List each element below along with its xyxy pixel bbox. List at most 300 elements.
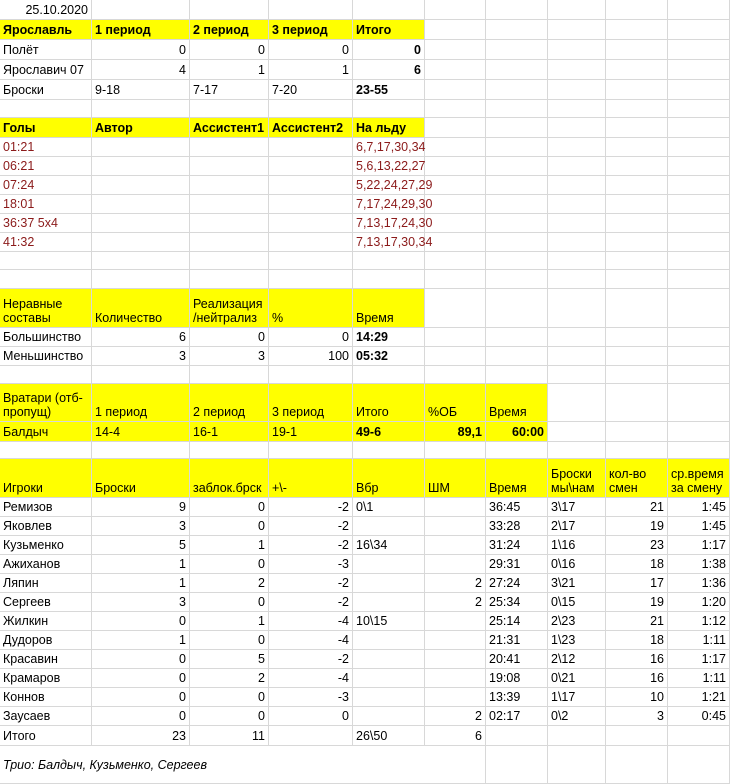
empty-cell (668, 157, 730, 176)
empty-cell (0, 252, 92, 270)
total-value (548, 726, 606, 746)
player-stat: 2\23 (548, 612, 606, 631)
player-stat: -2 (269, 593, 353, 612)
player-name: Кузьменко (0, 536, 92, 555)
empty-cell (425, 328, 486, 347)
empty-cell (0, 442, 92, 459)
player-stat: 1 (190, 536, 269, 555)
empty-cell (486, 233, 548, 252)
score-value: 1 (269, 60, 353, 80)
player-stat: 21:31 (486, 631, 548, 650)
player-stat: 31:24 (486, 536, 548, 555)
total-value (668, 726, 730, 746)
empty-cell (425, 442, 486, 459)
special-value: Меньшинство (0, 347, 92, 366)
empty-cell (0, 100, 92, 118)
player-stat: 5 (92, 536, 190, 555)
goalie-value: 89,1 (425, 422, 486, 442)
score-header: Итого (353, 20, 425, 40)
empty-cell (353, 0, 425, 20)
empty-cell (548, 746, 606, 784)
player-stat: 20:41 (486, 650, 548, 669)
player-stat: 3 (606, 707, 668, 726)
goals-header: Ассистент1 (190, 118, 269, 138)
player-stat: 0 (92, 707, 190, 726)
score-value: 7-17 (190, 80, 269, 100)
score-header: 2 период (190, 20, 269, 40)
player-header: кол-во смен (606, 459, 668, 498)
empty-cell (190, 366, 269, 384)
empty-cell (425, 80, 486, 100)
player-stat: -4 (269, 669, 353, 688)
special-value: 3 (92, 347, 190, 366)
empty-cell (548, 157, 606, 176)
player-stat (353, 707, 425, 726)
player-stat: 0\21 (548, 669, 606, 688)
total-value (269, 726, 353, 746)
goal-time: 36:37 5х4 (0, 214, 92, 233)
empty-cell (548, 233, 606, 252)
empty-cell (548, 0, 606, 20)
empty-cell (606, 214, 668, 233)
goal-time: 18:01 (0, 195, 92, 214)
player-stat (353, 688, 425, 707)
empty-cell (486, 138, 548, 157)
empty-cell (606, 384, 668, 422)
player-name: Красавин (0, 650, 92, 669)
player-name: Ляпин (0, 574, 92, 593)
empty-cell (606, 270, 668, 289)
empty-cell (606, 442, 668, 459)
empty-cell (486, 60, 548, 80)
empty-cell (486, 100, 548, 118)
empty-cell (486, 176, 548, 195)
empty-cell (425, 233, 486, 252)
empty-cell (606, 20, 668, 40)
special-value: 05:32 (353, 347, 425, 366)
player-stat: 1:11 (668, 631, 730, 650)
empty-cell (0, 270, 92, 289)
player-stat: 0 (190, 593, 269, 612)
empty-cell (486, 347, 548, 366)
empty-cell (425, 100, 486, 118)
empty-cell (606, 195, 668, 214)
score-value: 6 (353, 60, 425, 80)
score-header: Ярославль (0, 20, 92, 40)
score-value: 1 (190, 60, 269, 80)
empty-cell (668, 270, 730, 289)
empty-cell (269, 252, 353, 270)
player-stat: 1 (92, 555, 190, 574)
score-header: 3 период (269, 20, 353, 40)
empty-cell (92, 214, 190, 233)
player-stat: 27:24 (486, 574, 548, 593)
player-stat: 0 (190, 688, 269, 707)
empty-cell (606, 100, 668, 118)
empty-cell (269, 366, 353, 384)
player-stat: 13:39 (486, 688, 548, 707)
empty-cell (269, 157, 353, 176)
player-stat: 1:11 (668, 669, 730, 688)
empty-cell (548, 118, 606, 138)
player-stat: 16\34 (353, 536, 425, 555)
player-stat: 18 (606, 555, 668, 574)
empty-cell (548, 422, 606, 442)
empty-cell (668, 176, 730, 195)
empty-cell (548, 138, 606, 157)
player-stat: -2 (269, 498, 353, 517)
empty-cell (425, 60, 486, 80)
empty-cell (190, 100, 269, 118)
goal-time: 06:21 (0, 157, 92, 176)
player-stat: 1 (92, 631, 190, 650)
player-stat: 2\12 (548, 650, 606, 669)
empty-cell (668, 384, 730, 422)
goalie-value: 49-6 (353, 422, 425, 442)
score-value: 0 (269, 40, 353, 60)
empty-cell (486, 328, 548, 347)
player-stat (425, 536, 486, 555)
player-stat (353, 650, 425, 669)
empty-cell (668, 422, 730, 442)
goalie-header: %ОБ (425, 384, 486, 422)
special-header: Реализация /нейтрализ (190, 289, 269, 328)
player-stat: 0 (190, 707, 269, 726)
empty-cell (92, 252, 190, 270)
player-name: Коннов (0, 688, 92, 707)
empty-cell (668, 195, 730, 214)
score-value: 9-18 (92, 80, 190, 100)
player-stat: -2 (269, 517, 353, 536)
empty-cell (92, 195, 190, 214)
goal-on-ice: 5,22,24,27,29 (353, 176, 425, 195)
player-stat (353, 517, 425, 536)
empty-cell (425, 347, 486, 366)
goal-time: 41:32 (0, 233, 92, 252)
goal-on-ice: 7,13,17,30,34 (353, 233, 425, 252)
empty-cell (548, 384, 606, 422)
player-stat: 0\15 (548, 593, 606, 612)
date-cell: 25.10.2020 (0, 0, 92, 20)
special-value: 0 (269, 328, 353, 347)
empty-cell (425, 289, 486, 328)
player-stat: 33:28 (486, 517, 548, 536)
empty-cell (548, 366, 606, 384)
empty-cell (606, 347, 668, 366)
empty-cell (269, 442, 353, 459)
empty-cell (606, 157, 668, 176)
special-header: Время (353, 289, 425, 328)
player-stat (353, 669, 425, 688)
empty-cell (486, 40, 548, 60)
empty-cell (548, 60, 606, 80)
empty-cell (548, 195, 606, 214)
empty-cell (606, 366, 668, 384)
empty-cell (190, 0, 269, 20)
special-header: % (269, 289, 353, 328)
player-stat: -2 (269, 574, 353, 593)
empty-cell (92, 233, 190, 252)
empty-cell (425, 195, 486, 214)
empty-cell (269, 176, 353, 195)
player-stat: 25:14 (486, 612, 548, 631)
player-stat: 0 (190, 631, 269, 650)
player-header: заблок.брск (190, 459, 269, 498)
empty-cell (548, 176, 606, 195)
empty-cell (190, 138, 269, 157)
player-stat: 2 (190, 669, 269, 688)
goalie-header: 1 период (92, 384, 190, 422)
player-stat: 02:17 (486, 707, 548, 726)
player-header: Броски мы\нам (548, 459, 606, 498)
score-value: 0 (92, 40, 190, 60)
player-name: Крамаров (0, 669, 92, 688)
empty-cell (425, 157, 486, 176)
empty-cell (353, 366, 425, 384)
player-name: Заусаев (0, 707, 92, 726)
player-stat: 21 (606, 612, 668, 631)
player-stat (425, 688, 486, 707)
goalie-header: 3 период (269, 384, 353, 422)
empty-cell (190, 442, 269, 459)
total-label: Итого (0, 726, 92, 746)
total-value (606, 726, 668, 746)
trio-note: Трио: Балдыч, Кузьменко, Сергеев (0, 746, 425, 784)
goal-on-ice: 7,13,17,24,30 (353, 214, 425, 233)
player-stat: 19 (606, 593, 668, 612)
player-stat: 5 (190, 650, 269, 669)
empty-cell (269, 233, 353, 252)
player-stat: 1:45 (668, 498, 730, 517)
player-stat: 19:08 (486, 669, 548, 688)
empty-cell (425, 746, 486, 784)
empty-cell (92, 176, 190, 195)
player-name: Жилкин (0, 612, 92, 631)
empty-cell (606, 118, 668, 138)
empty-cell (190, 270, 269, 289)
player-header: ШМ (425, 459, 486, 498)
player-stat: -3 (269, 688, 353, 707)
empty-cell (486, 118, 548, 138)
goalie-value: 60:00 (486, 422, 548, 442)
player-header: Вбр (353, 459, 425, 498)
special-header: Количество (92, 289, 190, 328)
player-stat: 1:38 (668, 555, 730, 574)
empty-cell (668, 746, 730, 784)
empty-cell (486, 20, 548, 40)
empty-cell (606, 422, 668, 442)
empty-cell (486, 0, 548, 20)
player-stat: 0 (92, 612, 190, 631)
player-stat: 1:20 (668, 593, 730, 612)
empty-cell (425, 176, 486, 195)
player-stat: 1:36 (668, 574, 730, 593)
player-header: Игроки (0, 459, 92, 498)
empty-cell (548, 270, 606, 289)
player-stat: 3 (92, 593, 190, 612)
empty-cell (353, 100, 425, 118)
empty-cell (0, 366, 92, 384)
special-value: 0 (190, 328, 269, 347)
player-stat: 1 (92, 574, 190, 593)
empty-cell (668, 60, 730, 80)
player-stat: 1:21 (668, 688, 730, 707)
player-stat: 23 (606, 536, 668, 555)
empty-cell (486, 252, 548, 270)
empty-cell (548, 80, 606, 100)
empty-cell (668, 40, 730, 60)
empty-cell (606, 328, 668, 347)
empty-cell (668, 328, 730, 347)
player-stat: 16 (606, 669, 668, 688)
player-stat (425, 631, 486, 650)
empty-cell (486, 157, 548, 176)
special-value: 6 (92, 328, 190, 347)
player-stat: 10 (606, 688, 668, 707)
player-stat: -3 (269, 555, 353, 574)
player-stat: 16 (606, 650, 668, 669)
goalie-value: 19-1 (269, 422, 353, 442)
empty-cell (548, 328, 606, 347)
player-stat (425, 498, 486, 517)
player-name: Яковлев (0, 517, 92, 536)
player-name: Дудоров (0, 631, 92, 650)
player-stat: -2 (269, 650, 353, 669)
player-stat: -4 (269, 612, 353, 631)
empty-cell (548, 100, 606, 118)
score-value: 23-55 (353, 80, 425, 100)
total-value: 23 (92, 726, 190, 746)
player-header: Время (486, 459, 548, 498)
player-stat: 0 (92, 688, 190, 707)
empty-cell (353, 270, 425, 289)
player-name: Ажиханов (0, 555, 92, 574)
empty-cell (668, 0, 730, 20)
score-value: 4 (92, 60, 190, 80)
total-value (486, 726, 548, 746)
empty-cell (92, 157, 190, 176)
goal-on-ice: 7,17,24,29,30 (353, 195, 425, 214)
player-stat: 29:31 (486, 555, 548, 574)
empty-cell (548, 252, 606, 270)
empty-cell (269, 270, 353, 289)
empty-cell (486, 195, 548, 214)
empty-cell (486, 214, 548, 233)
total-value: 6 (425, 726, 486, 746)
empty-cell (269, 0, 353, 20)
empty-cell (425, 118, 486, 138)
empty-cell (668, 20, 730, 40)
empty-cell (486, 289, 548, 328)
player-stat (425, 612, 486, 631)
empty-cell (548, 40, 606, 60)
score-value: 0 (353, 40, 425, 60)
empty-cell (606, 746, 668, 784)
goalie-value: Балдыч (0, 422, 92, 442)
player-stat: 9 (92, 498, 190, 517)
player-header: ср.время за смену (668, 459, 730, 498)
player-stat: 0 (190, 498, 269, 517)
player-stat: 1\16 (548, 536, 606, 555)
player-stat: 17 (606, 574, 668, 593)
player-stat: 3 (92, 517, 190, 536)
player-stat: 0:45 (668, 707, 730, 726)
player-stat (353, 555, 425, 574)
player-stat (425, 669, 486, 688)
empty-cell (606, 176, 668, 195)
empty-cell (190, 252, 269, 270)
goalie-value: 16-1 (190, 422, 269, 442)
empty-cell (425, 214, 486, 233)
goals-header: Голы (0, 118, 92, 138)
empty-cell (668, 289, 730, 328)
team-name: Броски (0, 80, 92, 100)
goal-on-ice: 5,6,13,22,27 (353, 157, 425, 176)
empty-cell (425, 40, 486, 60)
empty-cell (92, 0, 190, 20)
empty-cell (548, 347, 606, 366)
score-value: 0 (190, 40, 269, 60)
special-value: 3 (190, 347, 269, 366)
empty-cell (92, 366, 190, 384)
goals-header: Автор (92, 118, 190, 138)
player-stat: 2 (425, 707, 486, 726)
player-stat (425, 517, 486, 536)
total-value: 11 (190, 726, 269, 746)
player-stat: -2 (269, 536, 353, 555)
empty-cell (606, 233, 668, 252)
empty-cell (668, 214, 730, 233)
player-stat (353, 593, 425, 612)
goals-header: На льду (353, 118, 425, 138)
empty-cell (548, 289, 606, 328)
empty-cell (92, 100, 190, 118)
empty-cell (606, 0, 668, 20)
goalie-header: Вратари (отб-пропущ) (0, 384, 92, 422)
total-value: 26\50 (353, 726, 425, 746)
player-header: Броски (92, 459, 190, 498)
empty-cell (269, 138, 353, 157)
empty-cell (548, 214, 606, 233)
goalie-header: Время (486, 384, 548, 422)
team-name: Ярославич 07 (0, 60, 92, 80)
empty-cell (425, 138, 486, 157)
player-stat: 25:34 (486, 593, 548, 612)
score-header: 1 период (92, 20, 190, 40)
empty-cell (548, 20, 606, 40)
empty-cell (425, 0, 486, 20)
goalie-value: 14-4 (92, 422, 190, 442)
player-stat: 0\16 (548, 555, 606, 574)
empty-cell (190, 195, 269, 214)
goal-on-ice: 6,7,17,30,34 (353, 138, 425, 157)
empty-cell (190, 157, 269, 176)
player-stat (425, 650, 486, 669)
goal-time: 01:21 (0, 138, 92, 157)
empty-cell (606, 138, 668, 157)
player-stat: 0\1 (353, 498, 425, 517)
special-value: 14:29 (353, 328, 425, 347)
player-stat: 19 (606, 517, 668, 536)
empty-cell (486, 366, 548, 384)
empty-cell (606, 289, 668, 328)
empty-cell (668, 138, 730, 157)
empty-cell (190, 176, 269, 195)
player-stat: 0 (269, 707, 353, 726)
player-stat: 36:45 (486, 498, 548, 517)
empty-cell (269, 195, 353, 214)
empty-cell (548, 442, 606, 459)
